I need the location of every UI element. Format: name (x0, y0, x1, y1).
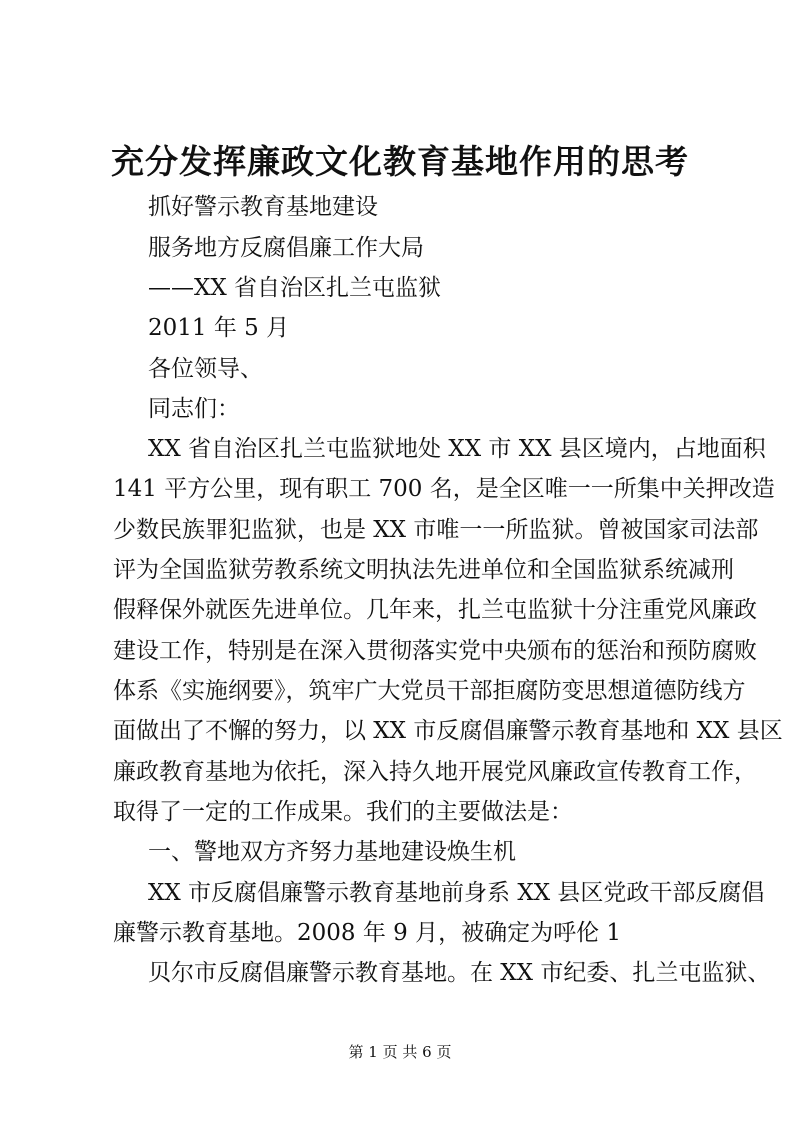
document-title: 充分发挥廉政文化教育基地作用的思考 (111, 142, 689, 181)
paragraph-1-line: 体系《实施纲要》，筑牢广大党员干部拒腐防变思想道德防线方 (113, 678, 746, 704)
paragraph-1-line: 廉政教育基地为依托，深入持久地开展党风廉政宣传教育工作， (113, 759, 757, 785)
salutation-line-1: 各位领导、 (148, 356, 263, 382)
subtitle-line-3: ——XX 省自治区扎兰屯监狱 (148, 275, 442, 301)
paragraph-2-line: XX 市反腐倡廉警示教育基地前身系 XX 县区党政干部反腐倡 (148, 880, 765, 906)
paragraph-1-line: 建设工作，特别是在深入贯彻落实党中央颁布的惩治和预防腐败 (113, 638, 757, 664)
page-footer: 第 1 页 共 6 页 (348, 1043, 452, 1061)
document-date: 2011 年 5 月 (148, 315, 290, 341)
subtitle-line-2: 服务地方反腐倡廉工作大局 (148, 235, 424, 261)
paragraph-1-line: 141 平方公里，现有职工 700 名，是全区唯一一所集中关押改造 (113, 476, 775, 502)
salutation-line-2: 同志们： (148, 396, 240, 422)
paragraph-1-line: 评为全国监狱劳教系统文明执法先进单位和全国监狱系统减刑 (113, 557, 734, 583)
section-heading-1: 一、警地双方齐努力基地建设焕生机 (148, 839, 516, 865)
paragraph-1-line: 取得了一定的工作成果。我们的主要做法是： (113, 799, 573, 825)
paragraph-1-line: 少数民族罪犯监狱，也是 XX 市唯一一所监狱。曾被国家司法部 (113, 517, 759, 543)
paragraph-3-line: 贝尔市反腐倡廉警示教育基地。在 XX 市纪委、扎兰屯监狱、 (148, 960, 771, 986)
paragraph-1-line: 假释保外就医先进单位。几年来，扎兰屯监狱十分注重党风廉政 (113, 597, 757, 623)
paragraph-2-line: 廉警示教育基地。2008 年 9 月，被确定为呼伦 1 (113, 920, 622, 946)
paragraph-1-line: 面做出了不懈的努力，以 XX 市反腐倡廉警示教育基地和 XX 县区 (113, 718, 783, 744)
paragraph-1-line: XX 省自治区扎兰屯监狱地处 XX 市 XX 县区境内，占地面积 (148, 436, 766, 462)
subtitle-line-1: 抓好警示教育基地建设 (148, 194, 378, 220)
